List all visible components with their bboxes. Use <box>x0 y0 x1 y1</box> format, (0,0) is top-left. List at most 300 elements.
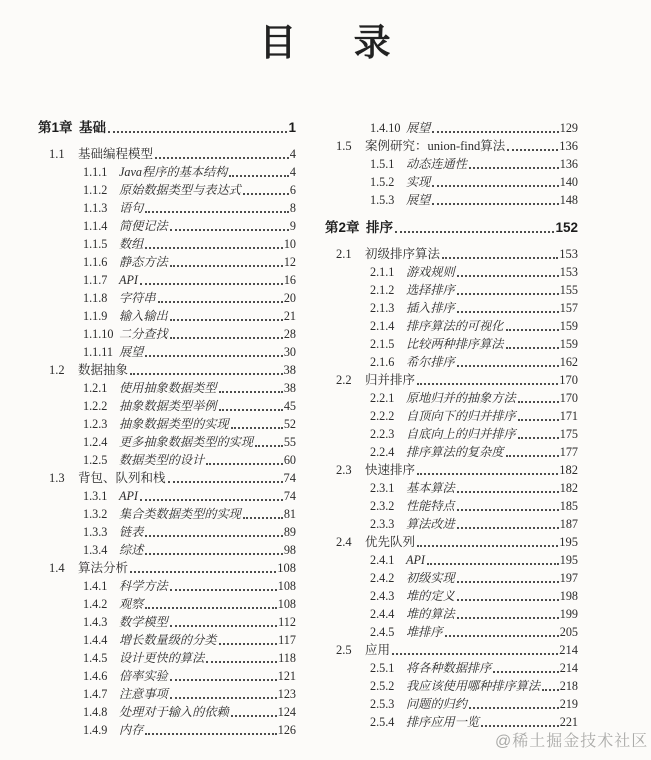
dot-leader <box>170 319 283 321</box>
entry-title: 堆的算法 <box>406 607 455 621</box>
dot-leader <box>506 347 559 349</box>
dot-leader <box>145 607 276 609</box>
entry-title: 背包、队列和栈 <box>78 471 166 485</box>
toc-entry-1.2.1 <box>38 379 296 397</box>
toc-entry-1.4.4 <box>38 631 296 649</box>
entry-number: 1.4.3 <box>83 615 108 629</box>
entry-title: API <box>119 489 138 503</box>
entry-number: 1.5.2 <box>370 175 395 189</box>
entry-page-number: 108 <box>277 579 296 593</box>
entry-page-number: 136 <box>559 139 578 153</box>
entry-number: 1.1 <box>49 147 65 161</box>
entry-number: 1.4.5 <box>83 651 108 665</box>
dot-leader <box>427 563 559 565</box>
toc-entry-2.2.1 <box>325 389 578 407</box>
toc-entry-1.1.11 <box>38 343 296 361</box>
toc-entry-2.2 <box>325 371 578 389</box>
entry-number: 2.4.4 <box>370 607 395 621</box>
entry-page-number: 162 <box>559 355 578 369</box>
dot-leader <box>417 383 558 385</box>
entry-title: 排序 <box>366 220 393 235</box>
entry-page-number: 214 <box>559 661 578 675</box>
entry-number: 1.4.1 <box>83 579 108 593</box>
entry-number: 2.2 <box>336 373 352 387</box>
entry-number: 2.1.2 <box>370 283 395 297</box>
dot-leader <box>168 481 283 483</box>
toc-entry-2.4.5 <box>325 623 578 641</box>
toc-entry-1.4.3 <box>38 613 296 631</box>
entry-title: 科学方法 <box>119 579 168 593</box>
entry-number: 1.3.2 <box>83 507 108 521</box>
toc-entry-1.5.1 <box>325 155 578 173</box>
entry-page-number: 38 <box>283 363 296 377</box>
entry-page-number: 117 <box>278 633 296 647</box>
toc-entry-2.4.1 <box>325 551 578 569</box>
toc-entry-1.4.7 <box>38 685 296 703</box>
toc-entry-2.1.4 <box>325 317 578 335</box>
entry-title: 问题的归约 <box>406 697 467 711</box>
entry-page-number: 8 <box>289 201 296 215</box>
entry-page-number: 197 <box>559 571 578 585</box>
dot-leader <box>158 301 283 303</box>
toc-entry-2.1.6 <box>325 353 578 371</box>
toc-entry-1.4.8 <box>38 703 296 721</box>
entry-title: 观察 <box>119 597 144 611</box>
dot-leader <box>469 167 559 169</box>
entry-page-number: 4 <box>289 147 296 161</box>
toc-entry-1.1.1 <box>38 163 296 181</box>
entry-number: 2.4.3 <box>370 589 395 603</box>
entry-title: 将各种数据排序 <box>406 661 492 675</box>
entry-number: 2.1.6 <box>370 355 395 369</box>
dot-leader <box>432 203 558 205</box>
entry-title: 原始数据类型与表达式 <box>119 183 241 197</box>
entry-title: 基础编程模型 <box>78 147 154 161</box>
entry-number: 2.1.4 <box>370 319 395 333</box>
watermark: @稀土掘金技术社区 <box>495 733 649 750</box>
toc-entry-1.1.4 <box>38 217 296 235</box>
entry-title: 堆排序 <box>406 625 443 639</box>
entry-number: 1.2.5 <box>83 453 108 467</box>
toc-entry-1.5 <box>325 137 578 155</box>
dot-leader <box>457 311 559 313</box>
entry-page-number: 177 <box>559 445 578 459</box>
entry-number: 1.1.8 <box>83 291 108 305</box>
entry-page-number: 129 <box>559 121 578 135</box>
entry-page-number: 155 <box>559 283 578 297</box>
dot-leader <box>432 185 558 187</box>
entry-title: 数组 <box>119 237 144 251</box>
entry-number: 1.2.3 <box>83 417 108 431</box>
entry-number: 1.4.7 <box>83 687 108 701</box>
entry-title: 初级排序算法 <box>365 247 441 261</box>
entry-number: 第1章 <box>38 120 73 135</box>
entry-page-number: 218 <box>559 679 578 693</box>
entry-title: 插入排序 <box>406 301 455 315</box>
page-title: 目 录 <box>259 23 392 64</box>
toc-entry-1.2.3 <box>38 415 296 433</box>
entry-page-number: 108 <box>277 561 296 575</box>
entry-title: 使用抽象数据类型 <box>119 381 217 395</box>
dot-leader <box>170 679 277 681</box>
toc-entry-2.5.1 <box>325 659 578 677</box>
entry-number: 2.2.3 <box>370 427 395 441</box>
entry-number: 1.1.3 <box>83 201 108 215</box>
entry-number: 1.1.5 <box>83 237 108 251</box>
toc-entry-1.3.4 <box>38 541 296 559</box>
entry-page-number: 157 <box>559 301 578 315</box>
entry-page-number: 124 <box>277 705 296 719</box>
dot-leader <box>457 599 559 601</box>
toc-entry-2.4.3 <box>325 587 578 605</box>
entry-page-number: 89 <box>283 525 296 539</box>
entry-page-number: 55 <box>283 435 296 449</box>
toc-entry-2.3.2 <box>325 497 578 515</box>
dot-leader <box>140 499 283 501</box>
entry-number: 2.3.3 <box>370 517 395 531</box>
entry-page-number: 214 <box>559 643 578 657</box>
entry-page-number: 187 <box>559 517 578 531</box>
entry-title: 更多抽象数据类型的实现 <box>119 435 254 449</box>
entry-number: 1.1.7 <box>83 273 108 287</box>
dot-leader <box>392 653 558 655</box>
entry-title: 注意事项 <box>119 687 168 701</box>
toc-entry-2.5.2 <box>325 677 578 695</box>
toc-entry-1.4.10 <box>325 119 578 137</box>
toc-entry-1.1.10 <box>38 325 296 343</box>
toc-column-left <box>38 119 296 739</box>
toc-column-right <box>325 119 578 731</box>
entry-page-number: 6 <box>289 183 296 197</box>
dot-leader <box>395 231 554 233</box>
entry-number: 2.2.1 <box>370 391 395 405</box>
dot-leader <box>518 419 559 421</box>
entry-number: 1.3.3 <box>83 525 108 539</box>
toc-entry-2.3 <box>325 461 578 479</box>
dot-leader <box>457 293 559 295</box>
entry-page-number: 21 <box>283 309 296 323</box>
entry-page-number: 60 <box>283 453 296 467</box>
entry-title: 内存 <box>119 723 144 737</box>
entry-title: 数学模型 <box>119 615 168 629</box>
entry-page-number: 153 <box>559 247 578 261</box>
dot-leader <box>457 527 559 529</box>
entry-number: 1.2.1 <box>83 381 108 395</box>
toc-entry-1.2 <box>38 361 296 379</box>
entry-title: 链表 <box>119 525 144 539</box>
entry-page-number: 182 <box>559 481 578 495</box>
dot-leader <box>145 247 282 249</box>
entry-page-number: 45 <box>283 399 296 413</box>
toc-entry-1.2.4 <box>38 433 296 451</box>
entry-title: 静态方法 <box>119 255 168 269</box>
entry-title: 倍率实验 <box>119 669 168 683</box>
dot-leader <box>445 635 559 637</box>
dot-leader <box>155 157 289 159</box>
entry-page-number: 182 <box>559 463 578 477</box>
toc-entry-1.1.2 <box>38 181 296 199</box>
dot-leader <box>108 131 287 133</box>
dot-leader <box>229 175 289 177</box>
toc-entry-1.4 <box>38 559 296 577</box>
entry-number: 2.4.5 <box>370 625 395 639</box>
dot-leader <box>481 725 559 727</box>
dot-leader <box>140 283 283 285</box>
entry-title: 设计更快的算法 <box>119 651 205 665</box>
dot-leader <box>442 257 558 259</box>
entry-number: 2.5.4 <box>370 715 395 729</box>
entry-title: 算法分析 <box>78 561 129 575</box>
entry-title: Java程序的基本结构 <box>119 165 228 179</box>
toc-entry-1.2.2 <box>38 397 296 415</box>
toc-entry-1.3.1 <box>38 487 296 505</box>
entry-number: 1.4.4 <box>83 633 108 647</box>
entry-number: 2.1.5 <box>370 337 395 351</box>
entry-number: 1.1.6 <box>83 255 108 269</box>
entry-title: 选择排序 <box>406 283 455 297</box>
dot-leader <box>457 617 559 619</box>
dot-leader <box>457 365 559 367</box>
entry-page-number: 10 <box>283 237 296 251</box>
toc-entry-1.4.2 <box>38 595 296 613</box>
entry-number: 1.1.11 <box>83 345 114 359</box>
entry-page-number: 170 <box>559 373 578 387</box>
entry-number: 1.3.4 <box>83 543 108 557</box>
entry-number: 1.1.1 <box>83 165 108 179</box>
entry-number: 1.3.1 <box>83 489 108 503</box>
dot-leader <box>493 671 558 673</box>
toc-entry-1.1.7 <box>38 271 296 289</box>
entry-title: API <box>119 273 138 287</box>
entry-title: 字符串 <box>119 291 156 305</box>
entry-title: 集合类数据类型的实现 <box>119 507 241 521</box>
dot-leader <box>170 697 277 699</box>
entry-title: 应用 <box>365 643 391 657</box>
entry-title: 输入输出 <box>119 309 168 323</box>
entry-title: 初级实现 <box>406 571 455 585</box>
dot-leader <box>145 553 282 555</box>
entry-page-number: 12 <box>283 255 296 269</box>
entry-title: 案例研究：union-find算法 <box>365 139 506 153</box>
entry-number: 1.4 <box>49 561 65 575</box>
dot-leader <box>457 275 559 277</box>
entry-page-number: 159 <box>559 337 578 351</box>
entry-title: 自底向上的归并排序 <box>406 427 516 441</box>
entry-page-number: 1 <box>288 120 296 135</box>
toc-entry-2.2.4 <box>325 443 578 461</box>
entry-title: 性能特点 <box>406 499 455 513</box>
entry-page-number: 112 <box>278 615 296 629</box>
toc-entry-2.1.2 <box>325 281 578 299</box>
entry-title: 展望 <box>406 193 431 207</box>
entry-title: 展望 <box>406 121 431 135</box>
entry-number: 1.4.9 <box>83 723 108 737</box>
entry-number: 2.3 <box>336 463 352 477</box>
entry-number: 1.5 <box>336 139 352 153</box>
entry-page-number: 118 <box>278 651 296 665</box>
dot-leader <box>518 401 559 403</box>
dot-leader <box>457 581 559 583</box>
toc-entry-2.4.2 <box>325 569 578 587</box>
dot-leader <box>231 427 283 429</box>
entry-title: 排序应用一览 <box>406 715 480 729</box>
entry-page-number: 159 <box>559 319 578 333</box>
dot-leader <box>243 193 289 195</box>
entry-page-number: 140 <box>559 175 578 189</box>
dot-leader <box>170 625 277 627</box>
dot-leader <box>243 517 283 519</box>
toc-entry-1.1.8 <box>38 289 296 307</box>
entry-number: 1.4.10 <box>370 121 401 135</box>
entry-page-number: 152 <box>555 220 578 235</box>
entry-number: 2.5.2 <box>370 679 395 693</box>
entry-title: 归并排序 <box>365 373 416 387</box>
dot-leader <box>219 409 283 411</box>
entry-page-number: 175 <box>559 427 578 441</box>
entry-number: 2.5 <box>336 643 352 657</box>
toc-entry-2.2.3 <box>325 425 578 443</box>
entry-number: 1.2 <box>49 363 65 377</box>
entry-page-number: 98 <box>283 543 296 557</box>
dot-leader <box>469 707 559 709</box>
entry-page-number: 9 <box>289 219 296 233</box>
entry-number: 第2章 <box>325 220 360 235</box>
toc-entry-2.1.3 <box>325 299 578 317</box>
entry-page-number: 221 <box>559 715 578 729</box>
entry-title: 实现 <box>406 175 431 189</box>
toc-entry-2.5 <box>325 641 578 659</box>
entry-page-number: 205 <box>559 625 578 639</box>
entry-number: 1.4.2 <box>83 597 108 611</box>
toc-entry-1.4.9 <box>38 721 296 739</box>
toc-entry-2.1 <box>325 245 578 263</box>
entry-title: 快速排序 <box>365 463 416 477</box>
entry-title: 语句 <box>119 201 144 215</box>
entry-title: 自顶向下的归并排序 <box>406 409 516 423</box>
entry-title: 原地归并的抽象方法 <box>406 391 516 405</box>
entry-number: 2.4 <box>336 535 352 549</box>
entry-title: 算法改进 <box>406 517 455 531</box>
entry-number: 2.1.3 <box>370 301 395 315</box>
dot-leader <box>170 337 283 339</box>
dot-leader <box>145 733 276 735</box>
dot-leader <box>170 265 283 267</box>
dot-leader <box>506 329 559 331</box>
toc-entry-2.5.3 <box>325 695 578 713</box>
entry-page-number: 108 <box>277 597 296 611</box>
entry-number: 1.2.4 <box>83 435 108 449</box>
entry-page-number: 199 <box>559 607 578 621</box>
toc-entry-1.3.2 <box>38 505 296 523</box>
entry-number: 1.3 <box>49 471 65 485</box>
entry-number: 2.5.3 <box>370 697 395 711</box>
entry-title: 处理对于输入的依赖 <box>119 705 229 719</box>
dot-leader <box>130 373 282 375</box>
toc-entry-第2章 <box>325 219 578 237</box>
entry-number: 1.4.8 <box>83 705 108 719</box>
toc-entry-1.1.5 <box>38 235 296 253</box>
entry-title: 数据类型的设计 <box>119 453 205 467</box>
dot-leader <box>255 445 283 447</box>
dot-leader <box>506 455 559 457</box>
toc-entry-1.1.3 <box>38 199 296 217</box>
toc-entry-2.3.1 <box>325 479 578 497</box>
toc-entry-1.2.5 <box>38 451 296 469</box>
entry-number: 1.1.10 <box>83 327 114 341</box>
dot-leader <box>457 509 559 511</box>
entry-page-number: 171 <box>559 409 578 423</box>
dot-leader <box>417 473 558 475</box>
entry-title: 排序算法的复杂度 <box>406 445 504 459</box>
entry-page-number: 198 <box>559 589 578 603</box>
entry-page-number: 136 <box>559 157 578 171</box>
entry-number: 2.3.2 <box>370 499 395 513</box>
entry-number: 1.1.2 <box>83 183 108 197</box>
dot-leader <box>518 437 559 439</box>
entry-number: 2.1 <box>336 247 352 261</box>
entry-page-number: 30 <box>283 345 296 359</box>
entry-number: 1.4.6 <box>83 669 108 683</box>
toc-entry-1.1 <box>38 145 296 163</box>
dot-leader <box>170 229 289 231</box>
entry-title: 抽象数据类型举例 <box>119 399 217 413</box>
entry-title: 综述 <box>119 543 144 557</box>
entry-number: 2.4.2 <box>370 571 395 585</box>
entry-page-number: 28 <box>283 327 296 341</box>
entry-page-number: 20 <box>283 291 296 305</box>
dot-leader <box>219 643 278 645</box>
entry-title: 排序算法的可视化 <box>406 319 504 333</box>
entry-number: 2.3.1 <box>370 481 395 495</box>
dot-leader <box>206 463 283 465</box>
entry-title: 二分查找 <box>119 327 168 341</box>
toc-entry-1.1.6 <box>38 253 296 271</box>
entry-number: 1.1.4 <box>83 219 108 233</box>
dot-leader <box>457 491 559 493</box>
entry-title: 抽象数据类型的实现 <box>119 417 229 431</box>
entry-title: 动态连通性 <box>406 157 467 171</box>
entry-page-number: 121 <box>277 669 296 683</box>
entry-page-number: 52 <box>283 417 296 431</box>
toc-entry-2.3.3 <box>325 515 578 533</box>
entry-number: 2.2.2 <box>370 409 395 423</box>
entry-title: 堆的定义 <box>406 589 455 603</box>
dot-leader <box>130 571 276 573</box>
entry-title: 增长数量级的分类 <box>119 633 217 647</box>
entry-page-number: 74 <box>283 471 296 485</box>
toc-entry-1.5.2 <box>325 173 578 191</box>
entry-number: 2.5.1 <box>370 661 395 675</box>
dot-leader <box>432 131 558 133</box>
entry-page-number: 16 <box>283 273 296 287</box>
toc-entry-1.3.3 <box>38 523 296 541</box>
entry-title: 比较两种排序算法 <box>406 337 504 351</box>
dot-leader <box>206 661 277 663</box>
dot-leader <box>507 149 558 151</box>
entry-title: 希尔排序 <box>406 355 455 369</box>
dot-leader <box>542 689 559 691</box>
entry-number: 1.1.9 <box>83 309 108 323</box>
entry-title: 简便记法 <box>119 219 168 233</box>
entry-page-number: 195 <box>559 535 578 549</box>
toc-entry-1.4.5 <box>38 649 296 667</box>
entry-page-number: 185 <box>559 499 578 513</box>
entry-title: 优先队列 <box>365 535 416 549</box>
dot-leader <box>145 211 289 213</box>
dot-leader <box>145 355 282 357</box>
entry-number: 1.5.3 <box>370 193 395 207</box>
toc-entry-2.1.1 <box>325 263 578 281</box>
